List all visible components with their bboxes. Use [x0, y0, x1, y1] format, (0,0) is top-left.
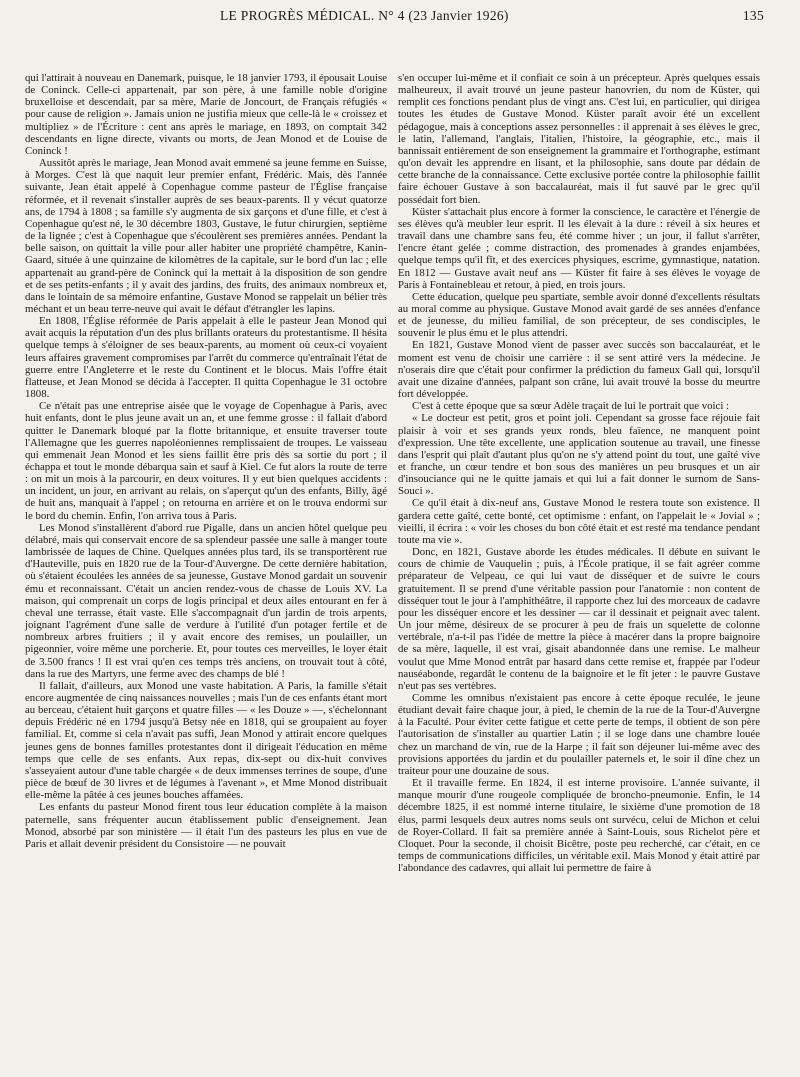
paragraph: Les Monod s'installèrent d'abord rue Pigalle, dans un ancien hôtel quelque peu délabré, mais qui conservait encore de sa splendeur passée une salle à manger toute lambrissée de laques de Chine. Quelques années plus tard, ils se transportèrent rue d'Hauteville, puis en 1820 rue de la Tour-d'Auvergne. De cette dernière habitation, où s'étaient écoulées les années de sa jeunesse, Gustave Monod gardait un souvenir ému et reconnaissant. C'était un ancien rendez-vous de chasse de Louis XV. La maison, qui comprenait un corps de logis principal et deux ailes entourant en fer à cheval une terrasse, était vaste. Elle s'accompagnait d'un jardin de trois arpents, joignant l'agrément d'une salle de verdure à l'utilité d'un potager fertile et de nombreux arbres fruitiers ; il y avait encore des remises, un poulailler, un pigeonnier, voire même une porcherie. Et, pour toutes ces merveilles, le loyer était de 3.500 francs ! Il est vrai qu'en ces temps très anciens, on trouvait tout à côté, dans la rue des Martyrs, une ferme avec des champs de blé !	[25, 521, 387, 680]
paragraph: Comme les omnibus n'existaient pas encore à cette époque reculée, le jeune étudiant devait faire chaque jour, à pied, le chemin de la rue de la Tour-d'Auvergne à la Faculté. Pour éviter cette fatigue et cette perte de temps, il obtient de son père l'autorisation de s'installer au quartier Latin ; il se loge dans une chambre louée chez un marchand de vin, rue de la Harpe ; il fait son déjeuner lui-même avec des provisions apportées du jardin et du poulailler paternels et, le soir il dîne chez un traiteur pour une douzaine de sous.	[398, 691, 760, 777]
paragraph: Les enfants du pasteur Monod firent tous leur éducation complète à la maison paternelle, sans fréquenter aucun établissement public d'enseignement. Jean Monod, absorbé par son ministère — il était l'un des pasteurs les plus en vue de Paris et allait devenir président du Consistoire — ne pouvait	[25, 801, 387, 850]
paragraph: s'en occuper lui-même et il confiait ce soin à un précepteur. Après quelques essais malheureux, il avait trouvé un jeune pasteur hanovrien, du nom de Küster, qui remplit ces fonctions pendant plus de vingt ans. C'est lui, en particulier, qui dirigea toutes les études de Gustave Monod. Küster paraît avoir été un excellent pédagogue, mais à conceptions assez personnelles : il apprenait à ses élèves le grec, le latin, l'allemand, l'anglais, l'italien, l'histoire, la géographie, etc., mais il bannissait entièrement de son enseignement la grammaire et l'orthographe, estimant qu'on devait les apprendre en lisant, et la philosophie, sans doute par dédain de cette branche de la connaissance. Cette exclusive portée contre la philosophie faillit faire échouer Gustave à son baccalauréat, mais il fut sauvé par le grec qu'il possédait fort bien.	[398, 72, 760, 206]
paragraph: Küster s'attachait plus encore à former la conscience, le caractère et l'énergie de ses élèves qu'à meubler leur esprit. Il les élevait à la dure : réveil à six heures et travail dans une chambre sans feu, été comme hiver ; un jour, il fallut s'arrêter, l'encre étant gelée ; comme distraction, des promenades à grandes enjambées, quelque temps qu'il fît, et des exercices physiques, escrime, gymnastique, natation. En 1812 — Gustave avait neuf ans — Küster fit faire à ses élèves le voyage de Paris à Fontainebleau et retour, à pied, en trois jours.	[398, 205, 760, 291]
right-column	[398, 72, 760, 874]
paragraph: Donc, en 1821, Gustave aborde les études médicales. Il débute en suivant le cours de chimie de Vauquelin ; puis, à l'École pratique, il se fait agréer comme préparateur de Velpeau, ce qui lui vaut de disséquer et de suivre le cours gratuitement. Il se prend d'une véritable passion pour l'anatomie : non content de disséquer tout le jour à l'amphithéâtre, il rapporte chez lui des morceaux de cadavre pour les disséquer encore et les dessiner — car il dessinait et peignait avec talent. Un jour même, désireux de se procurer à peu de frais un squelette de colonne vertébrale, n'a-t-il pas l'idée de mettre la pièce à macérer dans la propre baignoire de sa mère, laquelle, il est vrai, gisait abandonnée dans une remise. Le malheur voulut que Mme Monod entrât par hasard dans cette remise et, frappée par l'odeur nauséabonde, regardât le contenu de la baignoire et le fît jeter : le pauvre Gustave n'eut pas ses vertèbres.	[398, 546, 760, 692]
paragraph: Ce qu'il était à dix-neuf ans, Gustave Monod le restera toute son existence. Il gardera cette gaîté, cette bonté, cet optimisme : enfant, on l'appelait le « Jovial » ; vieilli, il écrira : « voir les choses du bon côté était et est resté ma tendance pendant toute ma vie ».	[398, 497, 760, 546]
page-number: 135	[742, 8, 764, 23]
running-title: LE PROGRÈS MÉDICAL. N° 4 (23 Janvier 1926)	[220, 8, 509, 23]
paragraph: En 1821, Gustave Monod vient de passer avec succès son baccalauréat, et le moment est venu de choisir une carrière : il se sent attiré vers la médecine. Je n'oserais dire que c'était pour confirmer la prédiction du fameux Gall qui, lorsqu'il avait une dizaine d'années, palpant son crâne, lui avait trouvé la bosse du meurtre fort développée.	[398, 339, 760, 401]
paragraph: C'est à cette époque que sa sœur Adèle traçait de lui le portrait que voici :	[412, 400, 730, 413]
paragraph: Aussitôt après le mariage, Jean Monod avait emmené sa jeune femme en Suisse, à Morges. C'est là que naquit leur premier enfant, Frédéric. Mais, dès l'année suivante, Jean était appelé à Copenhague comme pasteur de l'Église française réformée, et il revenait s'installer auprès de ses beaux-parents. Il y vécut quatorze ans, de 1794 à 1808 ; sa famille s'y augmenta de six garçons et d'une fille, et c'est à Copenhague qu'est né, le 30 décembre 1803, Gustave, le futur chirurgien, septième de la lignée ; c'est à Copenhague que s'écoulèrent ses premières années. Pendant la belle saison, on quittait la ville pour aller habiter une propriété champêtre, Kanin-Gaard, située à une quinzaine de kilomètres de la capitale, sur le bord d'un lac ; elle appartenait au grand-père de Coninck qui la mettait à la disposition de son gendre et de ses petits-enfants ; il y avait des jardins, des fruits, des animaux nombreux et, dans le lointain de sa mémoire enfantine, Gustave Monod se rappelait un bélier très méchant et un beau terre-neuve qui avait le défaut d'étrangler les lapins.	[25, 157, 387, 315]
paragraph: En 1808, l'Église réformée de Paris appelait à elle le pasteur Jean Monod qui avait acquis la réputation d'un des plus brillants orateurs du protestantisme. Il hésita quelque temps à s'éloigner de ses beaux-parents, au moment où ceux-ci voyaient leurs affaires gravement compromises par l'arrêt du commerce qu'entraînait l'état de guerre entre l'Angleterre et le reste du Continent et le blocus. Mais l'offre était flatteuse, et Jean Monod se décida à l'accepter. Il quitta Copenhague le 31 octobre 1808.	[25, 315, 387, 401]
page-header	[0, 6, 800, 28]
left-column	[25, 72, 387, 850]
paragraph: Il fallait, d'ailleurs, aux Monod une vaste habitation. A Paris, la famille s'était encore augmentée de cinq naissances nouvelles ; mais l'un de ces enfants étant mort au berceau, c'étaient huit garçons et quatre filles — « les Douze » —, s'échelonnant depuis Frédéric né en 1794 jusqu'à Betsy née en 1818, qui se groupaient au foyer familial. Et, comme si cela n'avait pas suffi, Jean Monod y attirait encore quelques jeunes gens de bonnes familles protestantes dont il dirigeait l'éducation en même temps que celle de ses enfants. Aux repas, dix-sept ou dix-huit convives s'asseyaient autour d'une table chargée « de deux immenses terrines de soupe, d'une pièce de bœuf de 30 livres et de légumes à l'avenant », et Mme Monod distribuait elle-même la pâtée à ces jeunes bouches affamées.	[25, 679, 388, 802]
paragraph: Et il travaille ferme. En 1824, il est interne provisoire. L'année suivante, il manque mourir d'une rougeole compliquée de broncho-pneumonie. Enfin, le 14 décembre 1825, il est nommé interne titulaire, le sixième d'une promotion de 18 élus, parmi lesquels deux autres noms seuls ont survécu, celui de Michon et celui de Royer-Collard. Il fait sa première année à Saint-Louis, sous Richelot père et Cloquet. Pour la seconde, il choisit Bicêtre, poste peu recherché, car c'était, en ce temps de communications difficiles, un véritable exil. Mais Monod y était attiré par l'abondance des cadavres, qui allait lui permettre de faire à	[398, 777, 760, 875]
quotation: « Le docteur est petit, gros et point joli. Cependant sa grosse face réjouie fait plaisir à voir et ses grands yeux ronds, bleu faïence, ne manquent point d'expression. Une tête excellente, une application soutenue au travail, une finesse dans l'esprit qui plaît d'autant plus qu'on ne s'y attend point du tout, une gaîté vive et franche, un cœur tendre et bon sous des manières un peu brusques et un air d'insouciance qui ne le quitte jamais et qui lui a fait donner le surnom de Sans-Souci ».	[398, 412, 760, 498]
paragraph: qui l'attirait à nouveau en Danemark, puisque, le 18 janvier 1793, il épousait Louise de Coninck. Celle-ci appartenait, par son père, à une famille noble d'origine bruxelloise et descendait, par sa mère, Marie de Joncourt, de Français réfugiés « pour cause de religion ». Jamais union ne justifia mieux que celle-là le « croissez et multipliez » de l'Écriture : cent ans après le mariage, en 1893, on comptait 342 descendants en ligne directe, vivants ou morts, de Jean Monod et de Louise de Coninck !	[25, 72, 387, 157]
paragraph: Cette éducation, quelque peu spartiate, semble avoir donné d'excellents résultats au moral comme au physique. Gustave Monod avait gardé de ses années d'enfance et de jeunesse, du milieu familial, de son précepteur, de ses condisciples, le souvenir le plus ému et le plus attendri.	[398, 290, 760, 340]
paragraph: Ce n'était pas une entreprise aisée que le voyage de Copenhague à Paris, avec huit enfants, dont le plus jeune avait un an, et une femme grosse : il fallait d'abord quitter le Danemark bloqué par la flotte britannique, et ensuite traverser toute l'Allemagne que les guerres napoléoniennes remplissaient de troupes. Le vaisseau qui emmenait Jean Monod et les siens faillit être pris dès sa sortie du port ; il échappa et tout le monde débarqua sain et sauf à Kiel. Ce fut alors la route de terre : on mit un mois à la parcourir, en deux voitures. Il y eut bien quelques accidents : un incident, un jour, en arrivant au relais, on s'aperçut qu'un des enfants, Billy, âgé de huit ans, manquait à l'appel ; on retourna en arrière et on le trouva endormi sur le bord du chemin. Enfin, l'on arriva tous à Paris.	[25, 400, 387, 522]
